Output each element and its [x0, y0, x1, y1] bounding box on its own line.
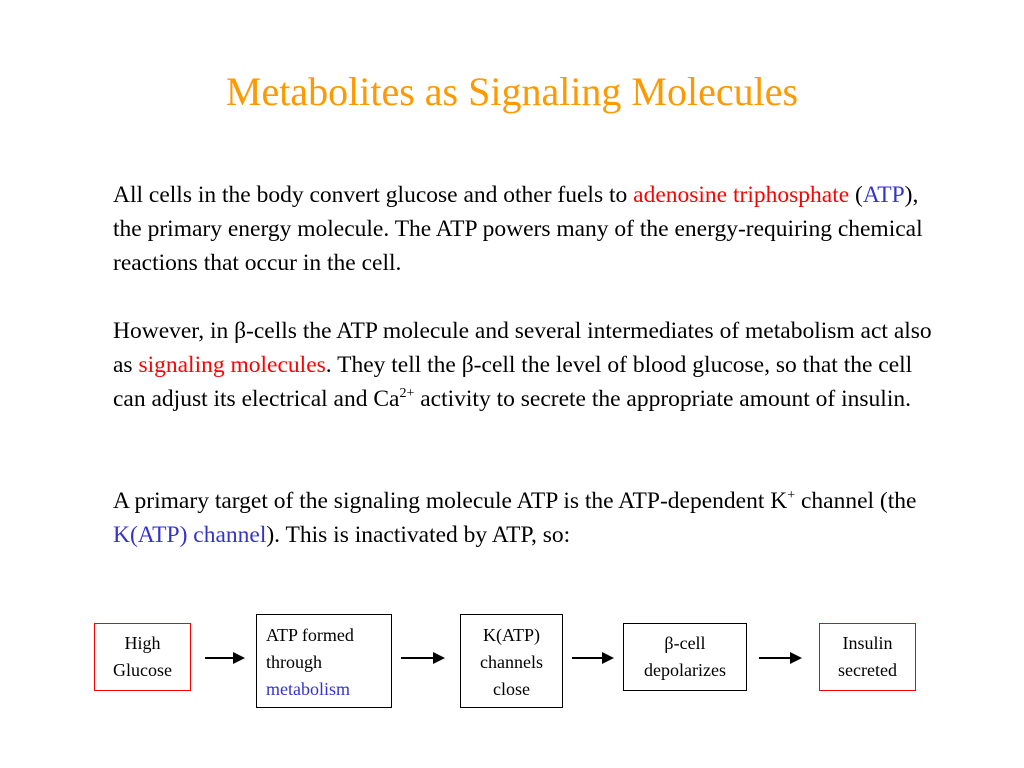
slide-title: Metabolites as Signaling Molecules: [225, 69, 799, 114]
flow-step5-line2: secreted: [838, 660, 897, 680]
flow-box-high-glucose: [94, 623, 191, 691]
flow-step2-line3: metabolism: [266, 679, 350, 699]
flow-step1-line1: High: [124, 633, 161, 653]
flow-arrow-2: [401, 652, 445, 664]
paragraph-katp-target: [113, 484, 933, 552]
term-signaling-molecules: signaling molecules: [138, 352, 326, 378]
p2-text-a: However, in β-cells the ATP molecule and several intermediates of metabolism act also as: [113, 318, 932, 378]
flow-step2-line2: through: [266, 652, 322, 672]
p1-text-a: All cells in the body convert glucose and other fuels to: [113, 182, 634, 208]
flow-box-atp-formed: [256, 614, 392, 708]
flow-arrow-3: [572, 652, 614, 664]
flow-box-beta-cell-depolarizes: [623, 623, 747, 691]
term-katp-channel: K(ATP) channel: [113, 522, 267, 548]
flow-step3-line3: close: [493, 679, 530, 699]
flow-box-katp-channels-close: [460, 614, 563, 708]
p3-text-a: A primary target of the signaling molecule ATP is the ATP-dependent K: [113, 488, 788, 514]
term-atp: ATP: [862, 182, 905, 208]
flow-step5-line1: Insulin: [842, 633, 893, 653]
paragraph-atp-intro: [113, 178, 933, 280]
p2-text-b: . They tell the β-cell the level of blood glucose, so that the cell can adjust its electrical and Ca: [113, 352, 913, 412]
p1-text-c: ), the primary energy molecule. The ATP powers many of the energy-requiring chemical reactions that occur in the cell.: [113, 182, 923, 276]
flow-arrow-4: [759, 652, 802, 664]
flow-step3-line1: K(ATP): [483, 625, 540, 645]
ca-superscript: 2+: [399, 386, 415, 402]
k-superscript: +: [787, 488, 796, 504]
flow-step3-line2: channels: [480, 652, 543, 672]
p3-text-b: channel (the: [795, 488, 917, 514]
term-adenosine-triphosphate: adenosine triphosphate: [633, 182, 850, 208]
flow-box-insulin-secreted: [819, 623, 916, 691]
p2-text-c: activity to secrete the appropriate amount of insulin.: [414, 386, 911, 412]
flow-step2-line1: ATP formed: [266, 625, 354, 645]
p1-text-b: (: [849, 182, 863, 208]
paragraph-beta-cells: [113, 314, 933, 416]
flow-step4-line2: depolarizes: [644, 660, 726, 680]
flow-arrow-1: [205, 652, 245, 664]
p3-text-c: ). This is inactivated by ATP, so:: [266, 522, 571, 548]
flow-step1-line2: Glucose: [113, 660, 172, 680]
flow-step4-line1: β-cell: [664, 633, 706, 653]
